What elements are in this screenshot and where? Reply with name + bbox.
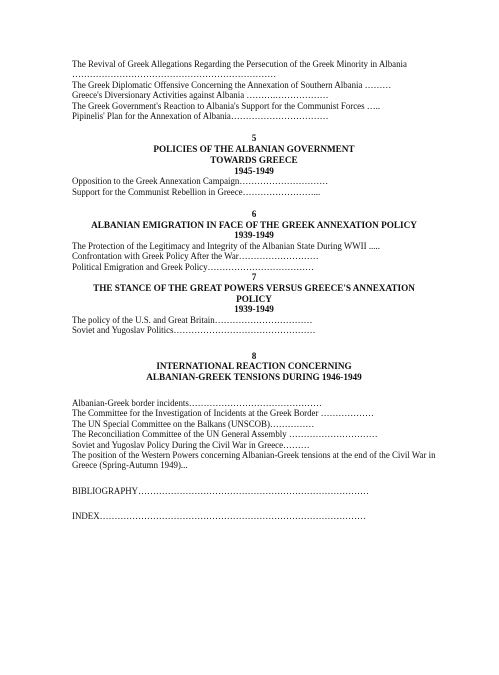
chapter-years: 1939-1949 bbox=[234, 230, 274, 241]
chapter-title-line: POLICIES OF THE ALBANIAN GOVERNMENT bbox=[153, 144, 355, 155]
chapter-title-line: ALBANIAN-GREEK TENSIONS DURING 1946-1949 bbox=[146, 372, 362, 383]
toc-entry: The policy of the U.S. and Great Britain…………………………… bbox=[72, 315, 313, 326]
toc-entry: Pipinelis' Plan for the Annexation of Albania…………………………… bbox=[72, 111, 329, 122]
chapter-title-line: INTERNATIONAL REACTION CONCERNING bbox=[156, 361, 352, 372]
chapter-years: 1945-1949 bbox=[234, 165, 274, 176]
chapter-years: 1939-1949 bbox=[234, 304, 274, 315]
chapter-title-line: TOWARDS GREECE bbox=[210, 154, 298, 165]
chapter-7-section bbox=[72, 272, 436, 336]
chapter-number: 6 bbox=[251, 209, 257, 220]
toc-entry: The position of the Western Powers concerning Albanian-Greek tensions at the end of the Civil War in Greece (Spring-Autumn 1949)... bbox=[72, 450, 436, 471]
toc-bibliography: BIBLIOGRAPHY…………………………………………………………………… bbox=[72, 485, 369, 496]
chapter-number: 8 bbox=[251, 350, 257, 361]
toc-entry: The Protection of the Legitimacy and Integrity of the Albanian State During WWII ..... bbox=[72, 241, 380, 252]
toc-entry: Political Emigration and Greek Policy……………………………… bbox=[72, 261, 315, 272]
chapter-title-line: POLICY bbox=[236, 293, 272, 304]
toc-entry: Opposition to the Greek Annexation Campaign………………………… bbox=[72, 176, 329, 187]
toc-entry: Greece's Diversionary Activities against Albania ……….……………… bbox=[72, 90, 329, 101]
chapter-5-section bbox=[72, 133, 436, 197]
toc-entry: The Reconciliation Committee of the UN General Assembly ………………………… bbox=[72, 429, 378, 440]
toc-entry: The Greek Government's Reaction to Albania's Support for the Communist Forces ….. bbox=[72, 100, 381, 111]
chapter-title-line: THE STANCE OF THE GREAT POWERS VERSUS GREECE'S ANNEXATION bbox=[93, 282, 415, 293]
chapter-number: 7 bbox=[251, 272, 257, 283]
toc-entry: The Revival of Greek Allegations Regarding the Persecution of the Greek Minority in Albania …………………………………………………………… bbox=[72, 59, 407, 80]
toc-entry: Albanian-Greek border incidents……………………………………… bbox=[72, 398, 322, 409]
toc-entry: The Committee for the Investigation of Incidents at the Greek Border ……………… bbox=[72, 408, 374, 419]
toc-entry: Support for the Communist Rebellion in Greece……………………... bbox=[72, 186, 321, 197]
chapter-title-line: ALBANIAN EMIGRATION IN FACE OF THE GREEK ANNEXATION POLICY bbox=[91, 219, 417, 230]
chapter-8-section bbox=[72, 351, 436, 471]
toc-entry: Confrontation with Greek Policy After the War……………………… bbox=[72, 251, 319, 262]
toc-entry: Soviet and Yugoslav Politics………………………………………… bbox=[72, 325, 316, 336]
table-of-contents bbox=[72, 59, 436, 522]
toc-entry: Soviet and Yugoslav Policy During the Civil War in Greece……… bbox=[72, 439, 310, 450]
toc-entry: The UN Special Committee on the Balkans (UNSCOB)…………… bbox=[72, 418, 315, 429]
toc-index: INDEX……………………………………………………………………………… bbox=[72, 511, 366, 522]
chapter-number: 5 bbox=[251, 133, 257, 144]
chapter-6-section bbox=[72, 209, 436, 272]
toc-entry: The Greek Diplomatic Offensive Concerning the Annexation of Southern Albania ……… bbox=[72, 79, 392, 90]
